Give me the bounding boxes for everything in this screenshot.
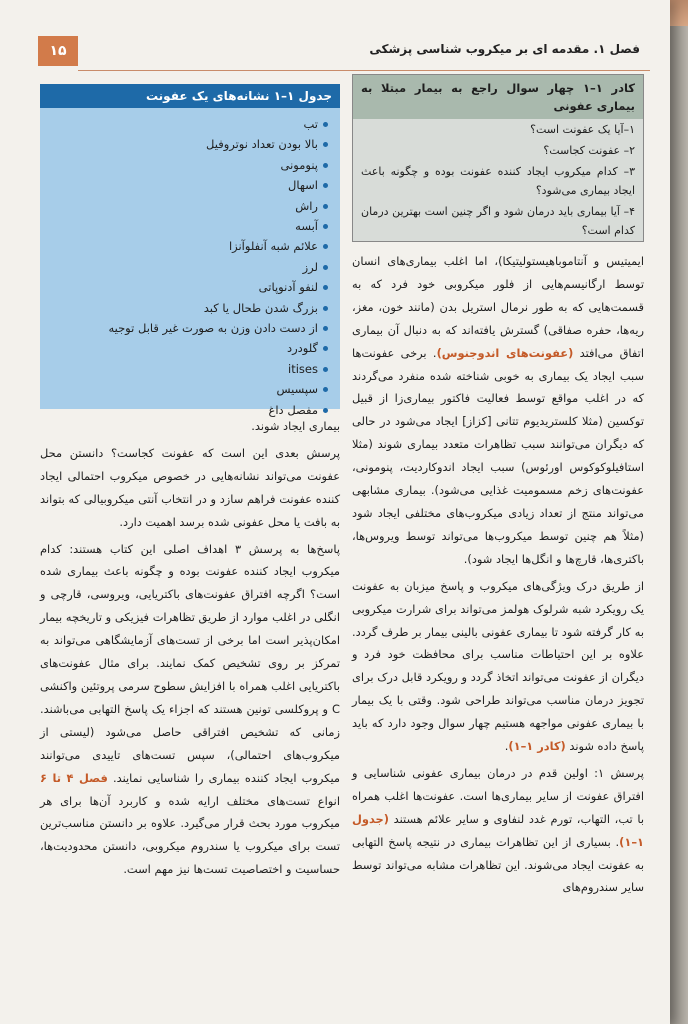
table-reference: (جدول ۱–۱): [352, 811, 644, 849]
table-item: از دست دادن وزن به صورت غیر قابل توجیه: [40, 318, 328, 338]
body-text: از طریق درک ویژگی‌های میکروب و پاسخ میزبان به عفونت یک رویکرد شبه شرلوک هولمز می‌تواند برای شرارت میکروبی به کار گرفته شود تا بیماری عفونی بالینی بیمار بر طرف گردد. علاوه بر این احتیاطات مناسب برای محافظت خود فرد و دیگران از عفونت می‌تواند اتخاذ گردد و رویکرد قابل درک برای تجویز درمان مناسب می‌تواند طراحی شود. وقتی با یک بیمار با بیماری عفونی مواجهه هستیم چهار سوال وجود دارد که باید پاسخ داده شوند: [352, 578, 644, 754]
right-column: [352, 74, 644, 903]
body-text: ایمیتیس و آنتاموباهیستولیتیکا)، اما اغلب بیماری‌های انسان توسط ارگانیسم‌هایی از فلور میکروبی خود فرد که به قسمت‌هایی که به طور نرمال استریل بدن (مانند خون، مغز، ریه‌ها، حفره صفاقی) گسترش یافته‌اند که به دنبال آن بیماری اتفاق می‌افتد: [352, 254, 644, 360]
left-column: [40, 84, 340, 885]
table-item: بزرگ شدن طحال یا کبد: [40, 298, 328, 318]
signs-table: [40, 84, 340, 417]
chapter-reference: فصل ۴ تا ۶: [40, 770, 108, 785]
header-rule: [78, 70, 650, 71]
table-item: راش: [40, 196, 328, 216]
case-box: [352, 74, 644, 242]
table-item: لرز: [40, 257, 328, 277]
table-item: اسهال: [40, 175, 328, 195]
case-box-title: کادر ۱–۱ چهار سوال راجع به بیمار مبتلا به بیماری عفونی: [353, 75, 643, 119]
case-box-item: ۱–آیا یک عفونت است؟: [530, 123, 635, 136]
table-item: آبسه: [40, 216, 328, 236]
next-page-edge: [670, 26, 688, 1024]
body-paragraph: [40, 538, 340, 882]
table-item: مفصل داغ: [40, 400, 328, 420]
case-box-item: ۳– کدام میکروب ایجاد کننده عفونت بوده و چگونه باعث ایجاد بیماری می‌شود؟: [361, 165, 635, 197]
table-item: بالا بودن تعداد نوتروفیل: [40, 134, 328, 154]
table-item: itises: [40, 359, 328, 379]
case-box-item: ۲– عفونت کجاست؟: [543, 144, 635, 157]
box-reference: (کادر ۱–۱): [508, 739, 566, 754]
table-title: جدول ۱–۱ نشانه‌های یک عفونت: [40, 84, 340, 108]
case-box-item: ۴– آیا بیماری باید درمان شود و اگر چنین است بهترین درمان کدام است؟: [361, 205, 635, 237]
body-paragraph: [352, 250, 644, 571]
body-paragraph: بیماری ایجاد شوند.: [251, 419, 340, 433]
body-paragraph: پرسش بعدی این است که عفونت کجاست؟ دانستن محل عفونت می‌تواند نشانه‌هایی در خصوص میکروب احتمالی ایجاد کننده عفونت فراهم سازد و در انتخاب آنتی میکروبیالی که بتواند به بافت یا محل عفونی شده برسد اهمیت دارد.: [40, 445, 340, 529]
table-item: علائم شبه آنفلوآنزا: [40, 236, 328, 256]
table-item: تب: [40, 114, 328, 134]
table-item: لنفو آدنوپاتی: [40, 277, 328, 297]
highlight-term: (عفونت‌های اندوجنوس): [436, 345, 574, 360]
body-text: . برخی عفونت‌ها سبب ایجاد یک بیماری به خوبی شناخته شده منفرد می‌گردند که در اغلب مواقع توسط فعالیت فاکتور بیماری‌زا از قبیل توکسین (مثلا کلستریدیوم تتانی [کزاز] ایجاد می‌شود در حالی که دیگران می‌توانند سبب تظاهرات متعدد بیماری شوند (مثلا استافیلوکوکوس اورئوس) سبب ایجاد اندوکاردیت، پنومونی، عفونت‌های زخم مسمومیت غذایی می‌شود). بیماری مشابهی می‌تواند منتج از تعداد زیادی میکروب‌های مختلفی ایجاد شود (مثلاً هم چنین توسط میکروب‌ها می‌تواند توسط ویروس‌ها، باکتری‌ها، قارچ‌ها و انگل‌ها ایجاد شود).: [352, 345, 644, 566]
body-paragraph: [352, 575, 644, 758]
page-header: [30, 30, 650, 70]
body-text: پرسش ۱: اولین قدم در درمان بیماری عفونی شناسایی و افتراق عفونت از سایر بیماری‌ها است. عفونت‌ها اغلب همراه با تب، التهاب، تورم غدد لنفاوی و سایر علائم هستند: [352, 765, 644, 826]
table-list: [40, 108, 340, 420]
body-text: .: [504, 739, 509, 754]
table-item: سپسیس: [40, 379, 328, 399]
running-title: فصل ۱. مقدمه ای بر میکروب شناسی پزشکی: [369, 42, 640, 56]
body-text: . بسیاری از این تظاهرات بیماری در نتیجه پاسخ التهابی به عفونت ایجاد می‌شوند. این تظاهرات مشابه می‌تواند توسط سایر سندروم‌های: [352, 834, 644, 895]
body-paragraph: [352, 762, 644, 899]
body-text: پاسخ‌ها به پرسش ۳ اهداف اصلی این کتاب هستند: کدام میکروب ایجاد کننده عفونت بوده و چگونه باعث بیماری شده است؟ اگرچه افتراق عفونت‌های باکتریایی، ویروسی، قارچی و انگلی در اغلب موارد از طریق تظاهرات فیزیکی و تاریخچه بیمار امکان‌پذیر است اما برخی از تست‌های آزمایشگاهی می‌تواند به تمرکز بر روی تشخیص کمک نمایند. برای مثال عفونت‌های باکتریایی اغلب همراه با افزایش سطوح سرمی پروتئین واکنشی C و پروکلسی تونین هستند که اجزاء یک پاسخ التهابی می‌باشند. زمانی که تشخیص افتراقی حاصل می‌شود (لیستی از میکروب‌های احتمالی)، سپس تست‌های تاییدی می‌توانند میکروب ایجاد کننده بیماری را شناسایی نمایند.: [40, 541, 340, 785]
page-number: ۱۵: [38, 36, 78, 66]
table-item: پنومونی: [40, 155, 328, 175]
table-item: گلودرد: [40, 338, 328, 358]
body-text: انواع تست‌های مختلف ارایه شده و کاربرد آن‌ها برای هر میکروب مورد بحث قرار می‌گیرد. علاوه بر دانستن مناسب‌ترین تست برای میکروب یا سندروم میکروبی، دانستن محدودیت‌ها، حساسیت و اختصاصیت تست‌ها نیز مهم است.: [40, 793, 340, 877]
